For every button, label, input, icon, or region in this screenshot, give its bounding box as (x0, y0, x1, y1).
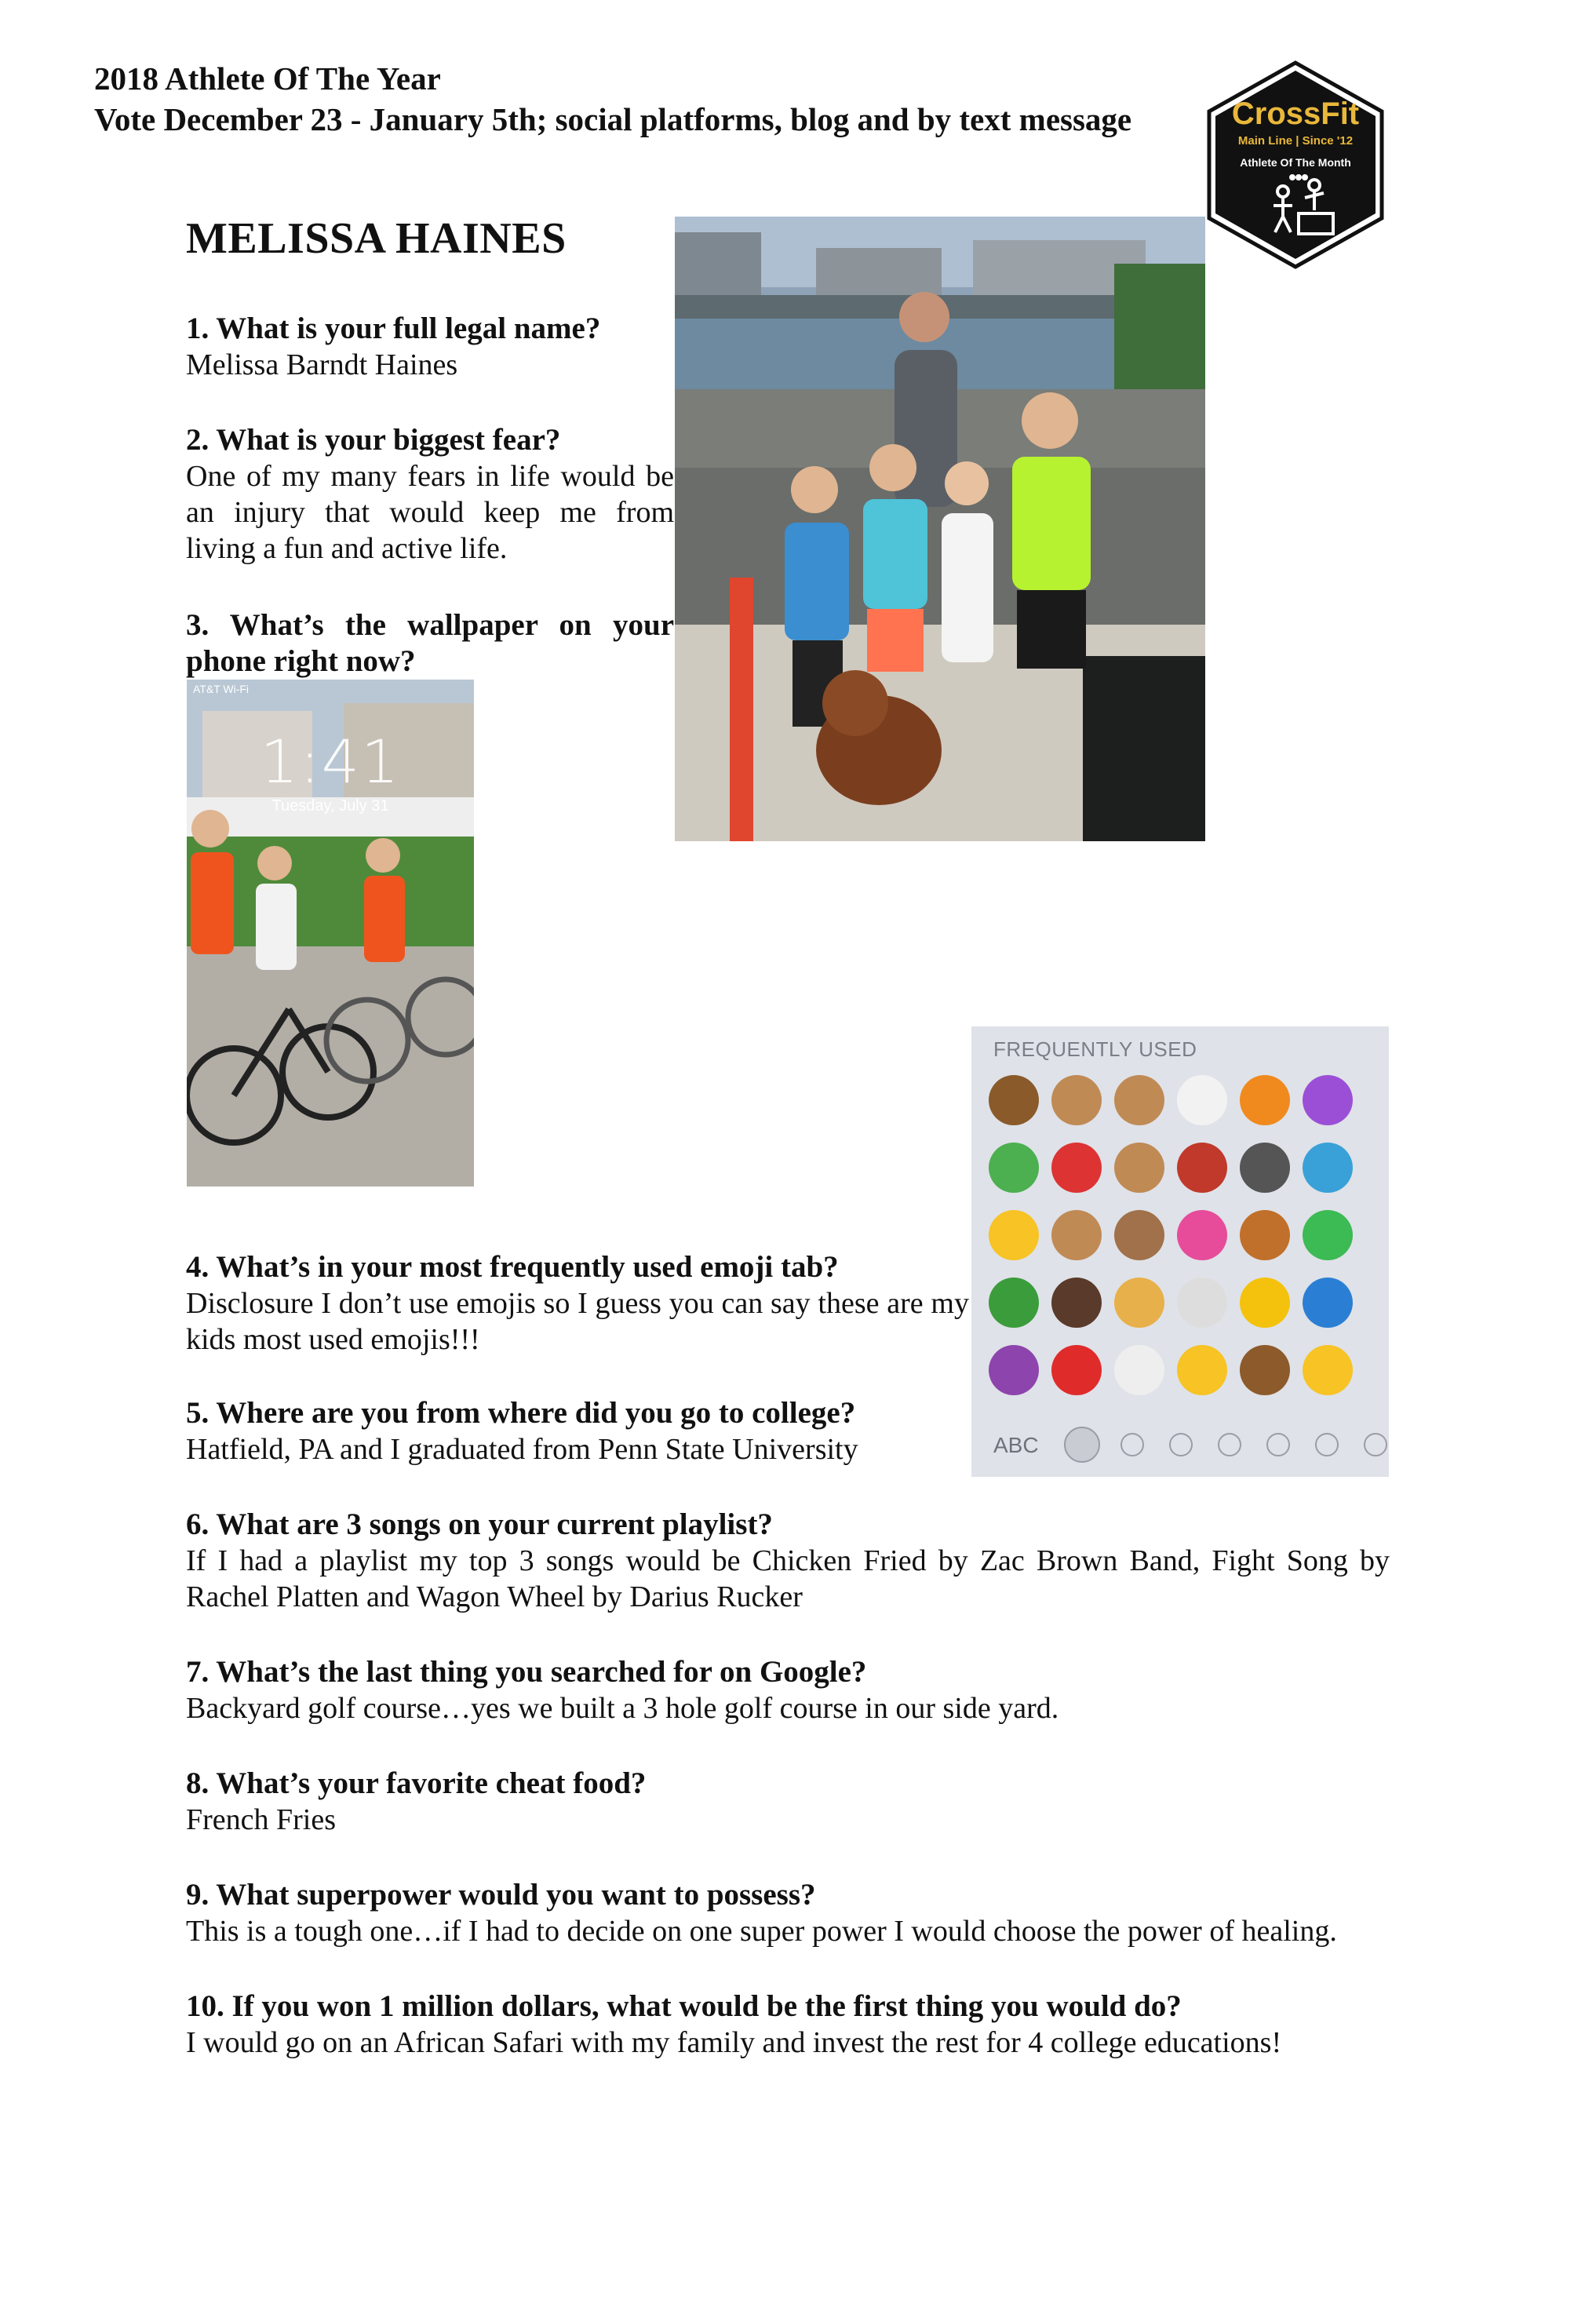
question-text: 6. What are 3 songs on your current playlist? (186, 1507, 773, 1541)
emoji-item[interactable] (1240, 1075, 1290, 1125)
emoji-item[interactable] (1303, 1345, 1353, 1395)
emoji-item[interactable] (1177, 1210, 1227, 1260)
question-1 (186, 311, 688, 383)
emoji-item[interactable] (1303, 1143, 1353, 1193)
answer-text: French Fries (186, 1803, 337, 1836)
crossfit-logo (1204, 60, 1386, 270)
child-figure (364, 838, 405, 962)
question-10 (186, 1988, 1390, 2061)
question-text: 2. What is your biggest fear? (186, 423, 561, 457)
answer-text: Hatfield, PA and I graduated from Penn State University (186, 1433, 858, 1466)
question-2 (186, 422, 674, 567)
answer-text: Melissa Barndt Haines (186, 348, 458, 381)
question-7 (186, 1654, 1390, 1726)
keyboard-abc-label: ABC (993, 1433, 1039, 1457)
emoji-item[interactable] (1114, 1345, 1164, 1395)
emoji-item[interactable] (989, 1345, 1039, 1395)
question-5 (186, 1395, 971, 1467)
lockscreen-date: Tuesday, July 31 (271, 797, 389, 815)
question-text: 1. What is your full legal name? (186, 312, 601, 345)
question-text: 10. If you won 1 million dollars, what would be the first thing you would do? (186, 1989, 1182, 2023)
emoji-item[interactable] (1114, 1210, 1164, 1260)
emoji-item[interactable] (989, 1210, 1039, 1260)
bulb-icon (1364, 1433, 1387, 1456)
lockscreen-time: 1:41 (260, 727, 401, 796)
question-text: 8. What’s your favorite cheat food? (186, 1766, 647, 1800)
emoji-item[interactable] (1303, 1210, 1353, 1260)
emoji-item[interactable] (1303, 1075, 1353, 1125)
answer-text: Backyard golf course…yes we built a 3 hole golf course in our side yard. (186, 1692, 1059, 1725)
emoji-item[interactable] (1051, 1143, 1102, 1193)
question-6 (186, 1507, 1390, 1615)
emoji-section-title: FREQUENTLY USED (993, 1037, 1197, 1061)
answer-text: Disclosure I don’t use emojis so I guess you can say these are my kids most used emojis!!! (186, 1287, 969, 1356)
answer-text: If I had a playlist my top 3 songs would be Chicken Fried by Zac Brown Band, Fight Song by Rachel Platten and Wagon Wheel by Darius Rucker (186, 1544, 1390, 1613)
emoji-item[interactable] (1114, 1143, 1164, 1193)
food-icon (1218, 1433, 1241, 1456)
question-8 (186, 1766, 1390, 1838)
emoji-item[interactable] (1051, 1075, 1102, 1125)
logo-caption: Athlete Of The Month (1240, 156, 1351, 169)
logo-subtitle: Main Line | Since '12 (1237, 134, 1354, 148)
emoji-item[interactable] (1177, 1278, 1227, 1328)
answer-text: This is a tough one…if I had to decide on one super power I would choose the power of healing. (186, 1915, 1337, 1948)
question-3 (186, 607, 674, 680)
emoji-item[interactable] (1177, 1075, 1227, 1125)
emoji-item[interactable] (1240, 1278, 1290, 1328)
question-text: 9. What superpower would you want to possess? (186, 1878, 816, 1912)
logo-brand: CrossFit (1231, 97, 1360, 131)
emoji-item[interactable] (1177, 1143, 1227, 1193)
question-9 (186, 1877, 1390, 1949)
answer-text: One of my many fears in life would be an injury that would keep me from living a fun and active life. (186, 460, 674, 565)
question-text: 5. Where are you from where did you go to college? (186, 1396, 856, 1430)
status-bar: AT&T Wi-Fi (193, 683, 250, 695)
emoji-item[interactable] (989, 1143, 1039, 1193)
emoji-item[interactable] (989, 1278, 1039, 1328)
question-4 (186, 1249, 971, 1358)
header-title: 2018 Athlete Of The Year (94, 60, 441, 97)
emoji-item[interactable] (1303, 1278, 1353, 1328)
emoji-keyboard (971, 1026, 1389, 1477)
question-text: 3. What’s the wallpaper on your phone right now? (186, 608, 674, 678)
emoji-item[interactable] (1114, 1075, 1164, 1125)
emoji-item[interactable] (989, 1075, 1039, 1125)
animal-icon (1169, 1433, 1193, 1456)
athlete-name: MELISSA HAINES (186, 214, 567, 263)
emoji-item[interactable] (1240, 1143, 1290, 1193)
emoji-item[interactable] (1240, 1345, 1290, 1395)
emoji-item[interactable] (1051, 1345, 1102, 1395)
emoji-item[interactable] (1240, 1210, 1290, 1260)
child-figure (191, 810, 234, 954)
recent-icon (1064, 1427, 1100, 1463)
phone-wallpaper (187, 680, 474, 1187)
car-icon (1315, 1433, 1339, 1456)
child-figure (942, 461, 993, 662)
voting-info: Vote December 23 - January 5th; social platforms, blog and by text message (94, 101, 1132, 137)
emoji-item[interactable] (1051, 1278, 1102, 1328)
smiley-icon (1120, 1433, 1144, 1456)
emoji-item[interactable] (1114, 1278, 1164, 1328)
question-text: 4. What’s in your most frequently used emoji tab? (186, 1250, 839, 1284)
family-photo (675, 217, 1205, 841)
emoji-item[interactable] (1177, 1345, 1227, 1395)
child-figure (256, 846, 297, 970)
question-text: 7. What’s the last thing you searched for on Google? (186, 1655, 867, 1689)
ball-icon (1266, 1433, 1290, 1456)
emoji-item[interactable] (1051, 1210, 1102, 1260)
answer-text: I would go on an African Safari with my family and invest the rest for 4 college educations! (186, 2026, 1282, 2059)
